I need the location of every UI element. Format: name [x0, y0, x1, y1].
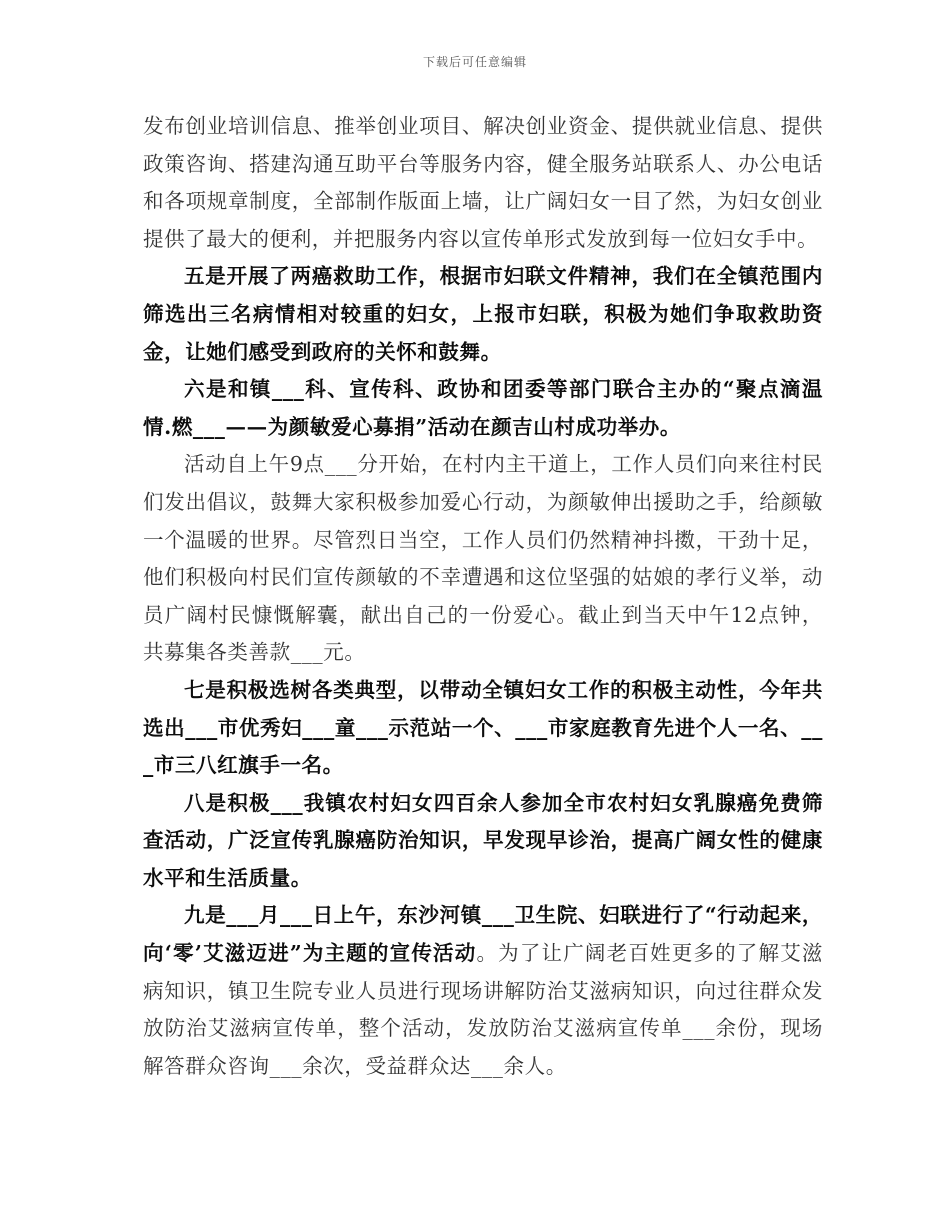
aids-campaign-lead: 九是___月___日上午，东沙河镇___卫生院、妇联进行了“行动起来，向‘零’艾滋迈进”为主题的宣传活动 [143, 903, 823, 966]
paragraph-service-content: 发布创业培训信息、推举创业项目、解决创业资金、提供就业信息、提供政策咨询、搭建沟通互助平台等服务内容，健全服务站联系人、办公电话和各项规章制度，全部制作版面上墙，让广阔妇女一目了然，为妇女创业提供了最大的便利，并把服务内容以宣传单形式发放到每一位妇女手中。 [143, 114, 823, 251]
paragraph-charity-event: 六是和镇___科、宣传科、政协和团委等部门联合主办的“聚点滴温情.燃___——为颜敏爱心募捐”活动在颜吉山村成功举办。 [143, 377, 823, 439]
paragraph-role-models: 七是积极选树各类典型，以带动全镇妇女工作的积极主动性，今年共选出___市优秀妇___童___示范站一个、___市家庭教育先进个人一名、___市三八红旗手一名。 [143, 677, 823, 778]
paragraph-cancer-aid: 五是开展了两癌救助工作，根据市妇联文件精神，我们在全镇范围内筛选出三名病情相对较重的妇女，上报市妇联，积极为她们争取救助资金，让她们感受到政府的关怀和鼓舞。 [143, 264, 823, 364]
document-body [143, 108, 823, 1085]
paragraph-screening: 八是积极___我镇农村妇女四百余人参加全市农村妇女乳腺癌免费筛查活动，广泛宣传乳腺癌防治知识，早发现早诊治，提高广阔女性的健康水平和生活质量。 [143, 790, 823, 890]
paragraph-event-details: 活动自上午9点___分开始，在村内主干道上，工作人员们向来往村民们发出倡议，鼓舞大家积极参加爱心行动，为颜敏伸出援助之手，给颜敏一个温暖的世界。尽管烈日当空，工作人员们仍然精神抖擞，干劲十足，他们积极向村民们宣传颜敏的不幸遭遇和这位坚强的姑娘的孝行义举，动员广阔村民慷慨解囊，献出自己的一份爱心。截止到当天中午12点钟，共募集各类善款___元。 [143, 452, 823, 665]
aids-campaign-details: 。为了让广阔老百姓更多的了解艾滋病知识，镇卫生院专业人员进行现场讲解防治艾滋病知识，向过往群众发放防治艾滋病宣传单，整个活动，发放防治艾滋病宣传单___余份，现场解答群众咨询___余次，受益群众达___余人。 [143, 941, 824, 1078]
paragraph-aids-campaign [143, 897, 823, 1085]
download-note: 下载后可任意编辑 [422, 55, 527, 69]
